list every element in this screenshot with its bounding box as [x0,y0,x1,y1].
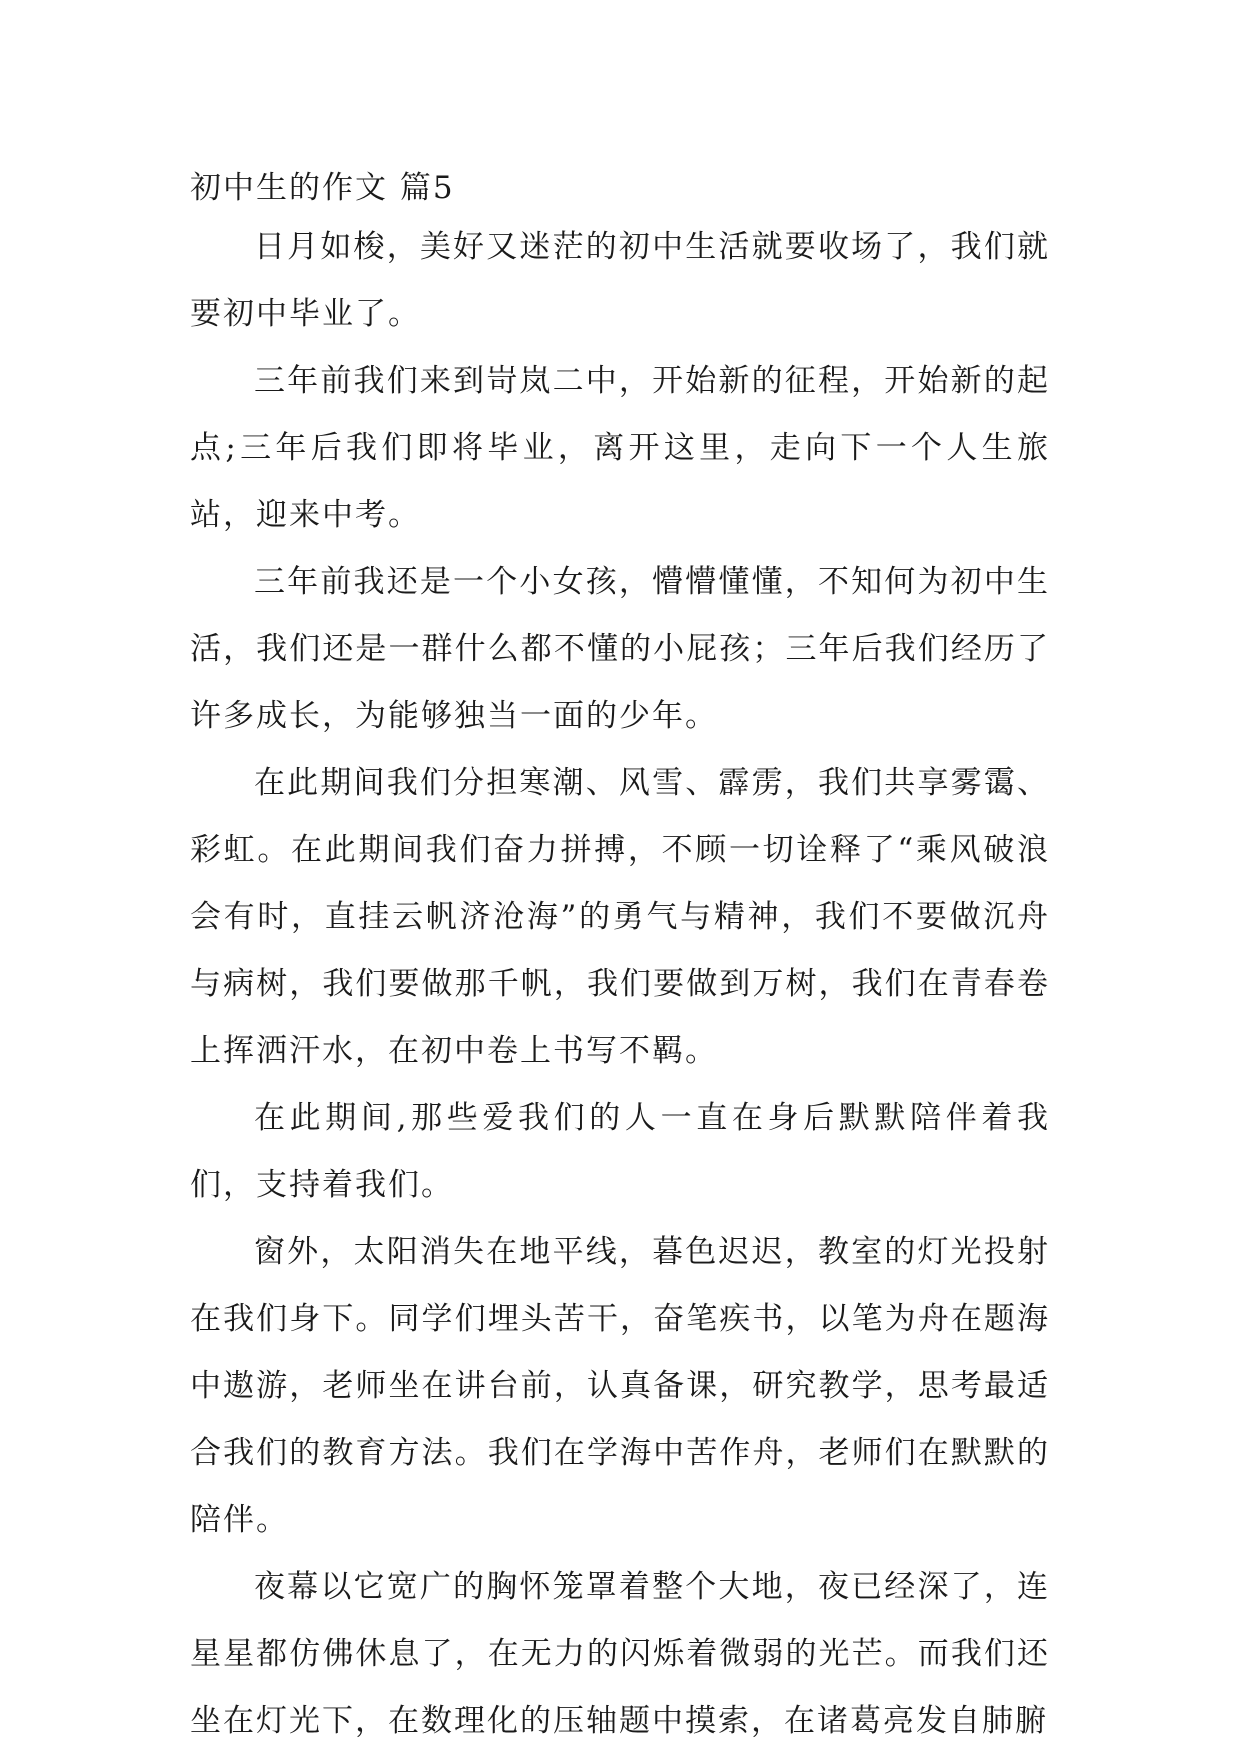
paragraph-3: 三年前我还是一个小女孩，懵懵懂懂，不知何为初中生活，我们还是一群什么都不懂的小屁孩；三年后我们经历了许多成长，为能够独当一面的少年。 [190,564,1050,734]
paragraph-4: 在此期间我们分担寒潮、风雪、霹雳，我们共享雾霭、彩虹。在此期间我们奋力拼搏，不顾一切诠释了“乘风破浪会有时，直挂云帆济沧海”的勇气与精神，我们不要做沉舟与病树，我们要做那千帆，我们要做到万树，我们在青春卷上挥洒汗水，在初中卷上书写不羁。 [190,765,1050,1069]
paragraph-5: 在此期间,那些爱我们的人一直在身后默默陪伴着我们，支持着我们。 [190,1100,1050,1203]
paragraph-7: 夜幕以它宽广的胸怀笼罩着整个大地，夜已经深了，连星星都仿佛休息了，在无力的闪烁着微弱的光芒。而我们还坐在灯光下，在数理化的压轴题中摸索，在诸葛亮发自肺腑 [190,1569,1050,1739]
document-body [190,162,1050,1755]
paragraph-2: 三年前我们来到岢岚二中，开始新的征程，开始新的起点;三年后我们即将毕业，离开这里，走向下一个人生旅站，迎来中考。 [190,363,1050,533]
paragraph-1: 日月如梭，美好又迷茫的初中生活就要收场了，我们就要初中毕业了。 [190,229,1050,332]
paragraph-6: 窗外，太阳消失在地平线，暮色迟迟，教室的灯光投射在我们身下。同学们埋头苦干，奋笔疾书，以笔为舟在题海中遨游，老师坐在讲台前，认真备课，研究教学，思考最适合我们的教育方法。我们在学海中苦作舟，老师们在默默的陪伴。 [190,1234,1050,1538]
document-title: 初中生的作文 篇5 [190,170,455,206]
